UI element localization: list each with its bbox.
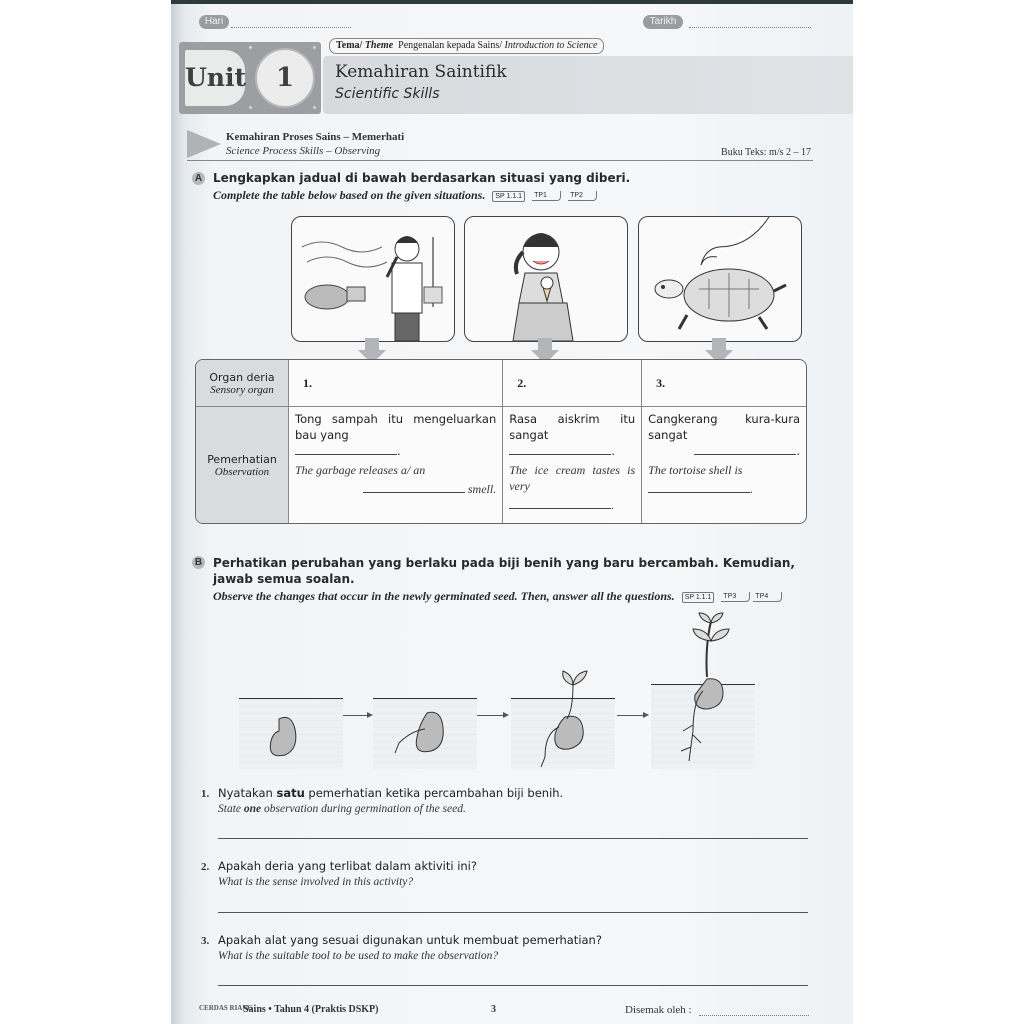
section-b-instruction-ms: Perhatikan perubahan yang berlaku pada biji benih yang baru bercambah. Kemudian, jawab semua soalan. <box>213 556 795 586</box>
observation-ms: Rasa aiskrim itu sangat <box>509 412 636 442</box>
question-number: 2. <box>201 861 210 873</box>
header-sensory-organ <box>196 360 289 407</box>
tortoise-icon <box>639 217 801 341</box>
boy-smelling-garbage-illustration <box>291 216 455 342</box>
girl-ice-cream-icon <box>465 217 627 341</box>
checked-by-field[interactable] <box>699 1015 809 1016</box>
chevron-right-icon <box>187 130 221 158</box>
tp-tag: TP1 <box>532 191 561 201</box>
arrow-right-icon <box>343 715 371 716</box>
header-ms: Organ deria <box>209 370 275 384</box>
sensory-organ-answer-1[interactable]: 1. <box>289 360 503 407</box>
divider <box>187 160 813 161</box>
arrow-down-icon <box>538 338 552 356</box>
blank-line[interactable]: . <box>648 481 800 497</box>
section-a-instruction-en-text: Complete the table below based on the given situations. <box>213 188 486 202</box>
answer-line-2[interactable] <box>218 912 808 913</box>
girl-eating-ice-cream-illustration <box>464 216 628 342</box>
sp-tag: SP 1.1.1 <box>682 592 715 603</box>
sensory-organ-answer-3[interactable]: 3. <box>642 360 806 407</box>
question-number: 1. <box>201 788 210 800</box>
observation-cell-1 <box>289 407 503 523</box>
day-label: Hari <box>199 15 229 29</box>
theme-value-en: Introduction to Science <box>504 40 598 51</box>
text: State <box>218 803 244 815</box>
observation-ms: Tong sampah itu mengeluarkan bau yang <box>295 412 497 442</box>
question-3-en: What is the suitable tool to be used to make the observation? <box>218 950 499 962</box>
blank-line[interactable]: . <box>648 443 800 459</box>
tp-tag: TP3 <box>721 592 750 602</box>
date-label: Tarikh <box>643 15 683 29</box>
unit-word: Unit <box>185 50 245 106</box>
garbage-scene-icon <box>292 217 454 341</box>
hand-touching-tortoise-illustration <box>638 216 802 342</box>
section-a-badge: A <box>192 172 205 185</box>
textbook-reference: Buku Teks: m/s 2 – 17 <box>721 147 811 158</box>
tp-tag: TP2 <box>568 191 597 201</box>
theme-box <box>329 38 604 54</box>
checked-by-label: Disemak oleh : <box>625 1004 692 1016</box>
text: pemerhatian ketika percambahan biji benih. <box>304 786 564 800</box>
section-a-instruction-en <box>213 188 597 203</box>
young-plant-icon <box>651 684 755 769</box>
header-ms: Pemerhatian <box>207 452 277 466</box>
seed-with-root-icon <box>373 698 477 769</box>
unit-badge <box>179 42 321 114</box>
arrow-down-icon <box>365 338 379 356</box>
answer-line-3[interactable] <box>218 985 808 986</box>
page-number: 3 <box>491 1004 496 1015</box>
seed-in-soil-icon <box>239 698 343 769</box>
answer-line-1[interactable] <box>218 838 808 839</box>
screw-icon <box>249 46 252 49</box>
workbook-page <box>171 0 853 1024</box>
observation-cell-2 <box>503 407 642 523</box>
section-b-instruction-en <box>213 588 813 604</box>
sp-tag: SP 1.1.1 <box>492 191 525 202</box>
question-1-en <box>218 803 466 815</box>
screw-icon <box>249 106 252 109</box>
header-en: Sensory organ <box>210 383 274 396</box>
screw-icon <box>313 106 316 109</box>
section-a-instruction-ms: Lengkapkan jadual di bawah berdasarkan situasi yang diberi. <box>213 171 631 185</box>
question-number: 3. <box>201 935 210 947</box>
skill-title-ms: Kemahiran Proses Sains – Memerhati <box>226 131 405 143</box>
sensory-organ-answer-2[interactable]: 2. <box>503 360 642 407</box>
table-row <box>196 407 806 523</box>
skill-title-en: Science Process Skills – Observing <box>226 145 381 157</box>
blank-line[interactable]: . <box>509 443 635 459</box>
observation-en-after: smell. <box>467 482 497 496</box>
question-2-en: What is the sense involved in this activity? <box>218 876 414 888</box>
unit-number: 1 <box>255 48 315 108</box>
tp-tag: TP4 <box>753 592 782 602</box>
header-en: Observation <box>214 465 270 478</box>
table-row <box>196 360 806 407</box>
book-title: Sains • Tahun 4 (Praktis DSKP) <box>243 1004 379 1015</box>
theme-value-ms: Pengenalan kepada Sains/ <box>398 40 502 51</box>
observation-en: The ice cream tastes is very <box>509 463 636 493</box>
text: Nyatakan <box>218 786 277 800</box>
unit-title-en: Scientific Skills <box>335 86 440 102</box>
arrow-right-icon <box>477 715 507 716</box>
blank-line[interactable]: . <box>295 443 496 459</box>
question-2-ms: Apakah deria yang terlibat dalam aktiviti ini? <box>218 859 477 873</box>
question-1-ms <box>218 786 563 800</box>
top-binding-strip <box>171 0 853 4</box>
observation-en-end[interactable] <box>295 481 496 497</box>
observation-ms: Cangkerang kura-kura sangat <box>648 412 800 442</box>
arrow-down-icon <box>712 338 726 356</box>
theme-label-en: Theme <box>364 40 394 51</box>
day-field[interactable] <box>231 27 351 28</box>
unit-title-ms: Kemahiran Saintifik <box>335 62 507 82</box>
blank-line[interactable]: . <box>509 497 635 513</box>
section-b-instruction-en-text: Observe the changes that occur in the newly germinated seed. Then, answer all the questions. <box>213 589 675 603</box>
header-observation <box>196 407 289 523</box>
publisher-logo: CERDAS RIANG <box>199 1004 253 1012</box>
question-3-ms: Apakah alat yang sesuai digunakan untuk membuat pemerhatian? <box>218 933 602 947</box>
arrow-right-icon <box>617 715 647 716</box>
text: observation during germination of the seed. <box>261 803 466 815</box>
emphasis: satu <box>276 786 305 800</box>
theme-label-ms: Tema/ <box>336 40 363 51</box>
seedling-with-leaves-icon <box>511 698 615 769</box>
observation-cell-3 <box>642 407 806 523</box>
observation-table <box>195 359 807 524</box>
emphasis: one <box>243 803 262 815</box>
section-b-badge: B <box>192 556 205 569</box>
observation-en: The garbage releases a/ an <box>295 463 426 477</box>
date-field[interactable] <box>689 27 811 28</box>
observation-en: The tortoise shell is <box>648 463 743 477</box>
screw-icon <box>313 46 316 49</box>
